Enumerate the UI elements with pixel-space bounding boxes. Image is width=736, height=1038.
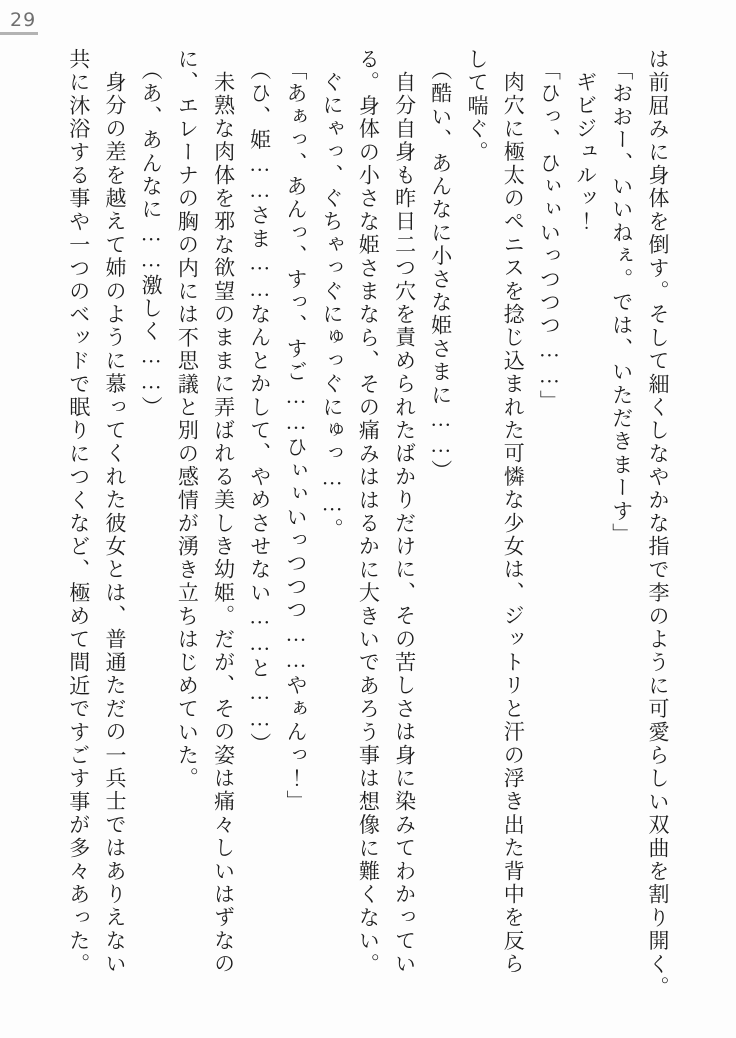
text-line: （あ、あんなに……激しく……） (139, 59, 164, 419)
text-line: に、エレーナの胸の内には不思議と別の感情が湧き立ちはじめていた。 (175, 48, 200, 791)
text-line: して喘ぐ。 (464, 48, 489, 164)
text-line: 「おおー、いいねぇ。では、いただきまーす」 (609, 59, 634, 547)
text-line: 共に沐浴する事や一つのベッドで眠りにつくなど、極めて間近ですごす事が多々あった。 (66, 48, 91, 976)
text-line: ギビジュルッ！ (573, 71, 598, 234)
page-number-rule (0, 32, 38, 35)
text-line: （酷い、あんなに小さな姫さまに……） (428, 59, 453, 483)
text-line: ぐにゃっ、ぐちゃっぐにゅっぐにゅっ……。 (320, 71, 345, 541)
text-line: 「ひっ、ひぃぃいっつつつ……」 (537, 59, 562, 413)
text-line: 身分の差を越えて姉のように慕ってくれた彼女とは、普通ただの一兵士ではありえない (102, 71, 127, 976)
text-line: 「あぁっ、あんっ、すっ、すご……ひぃぃいっつつつ……やぁんっ！」 (283, 59, 308, 814)
text-line: る。身体の小さな姫さまなら、その痛みははるかに大きいであろう事は想像に難くない。 (356, 48, 381, 977)
text-line: は前屈みに身体を倒す。そして細くしなやかな指で李のように可愛らしい双曲を割り開く。 (646, 48, 670, 1000)
text-line: 肉穴に極太のペニスを捻じ込まれた可憐な少女は、ジットリと汗の浮き出た背中を反ら (501, 71, 526, 976)
text-line: 未熟な肉体を邪な欲望のままに弄ばれる美しき幼姫。だが、その姿は痛々しいはずなの (211, 71, 236, 976)
text-line: 自分自身も昨日二つ穴を責められたばかりだけに、その苦しさは身に染みてわかってい (392, 71, 417, 976)
vertical-text-block (61, 48, 676, 1006)
page-number: 29 (10, 9, 37, 31)
text-line: （ひ、姫……さま……なんとかして、やめさせない……と……） (247, 59, 272, 756)
